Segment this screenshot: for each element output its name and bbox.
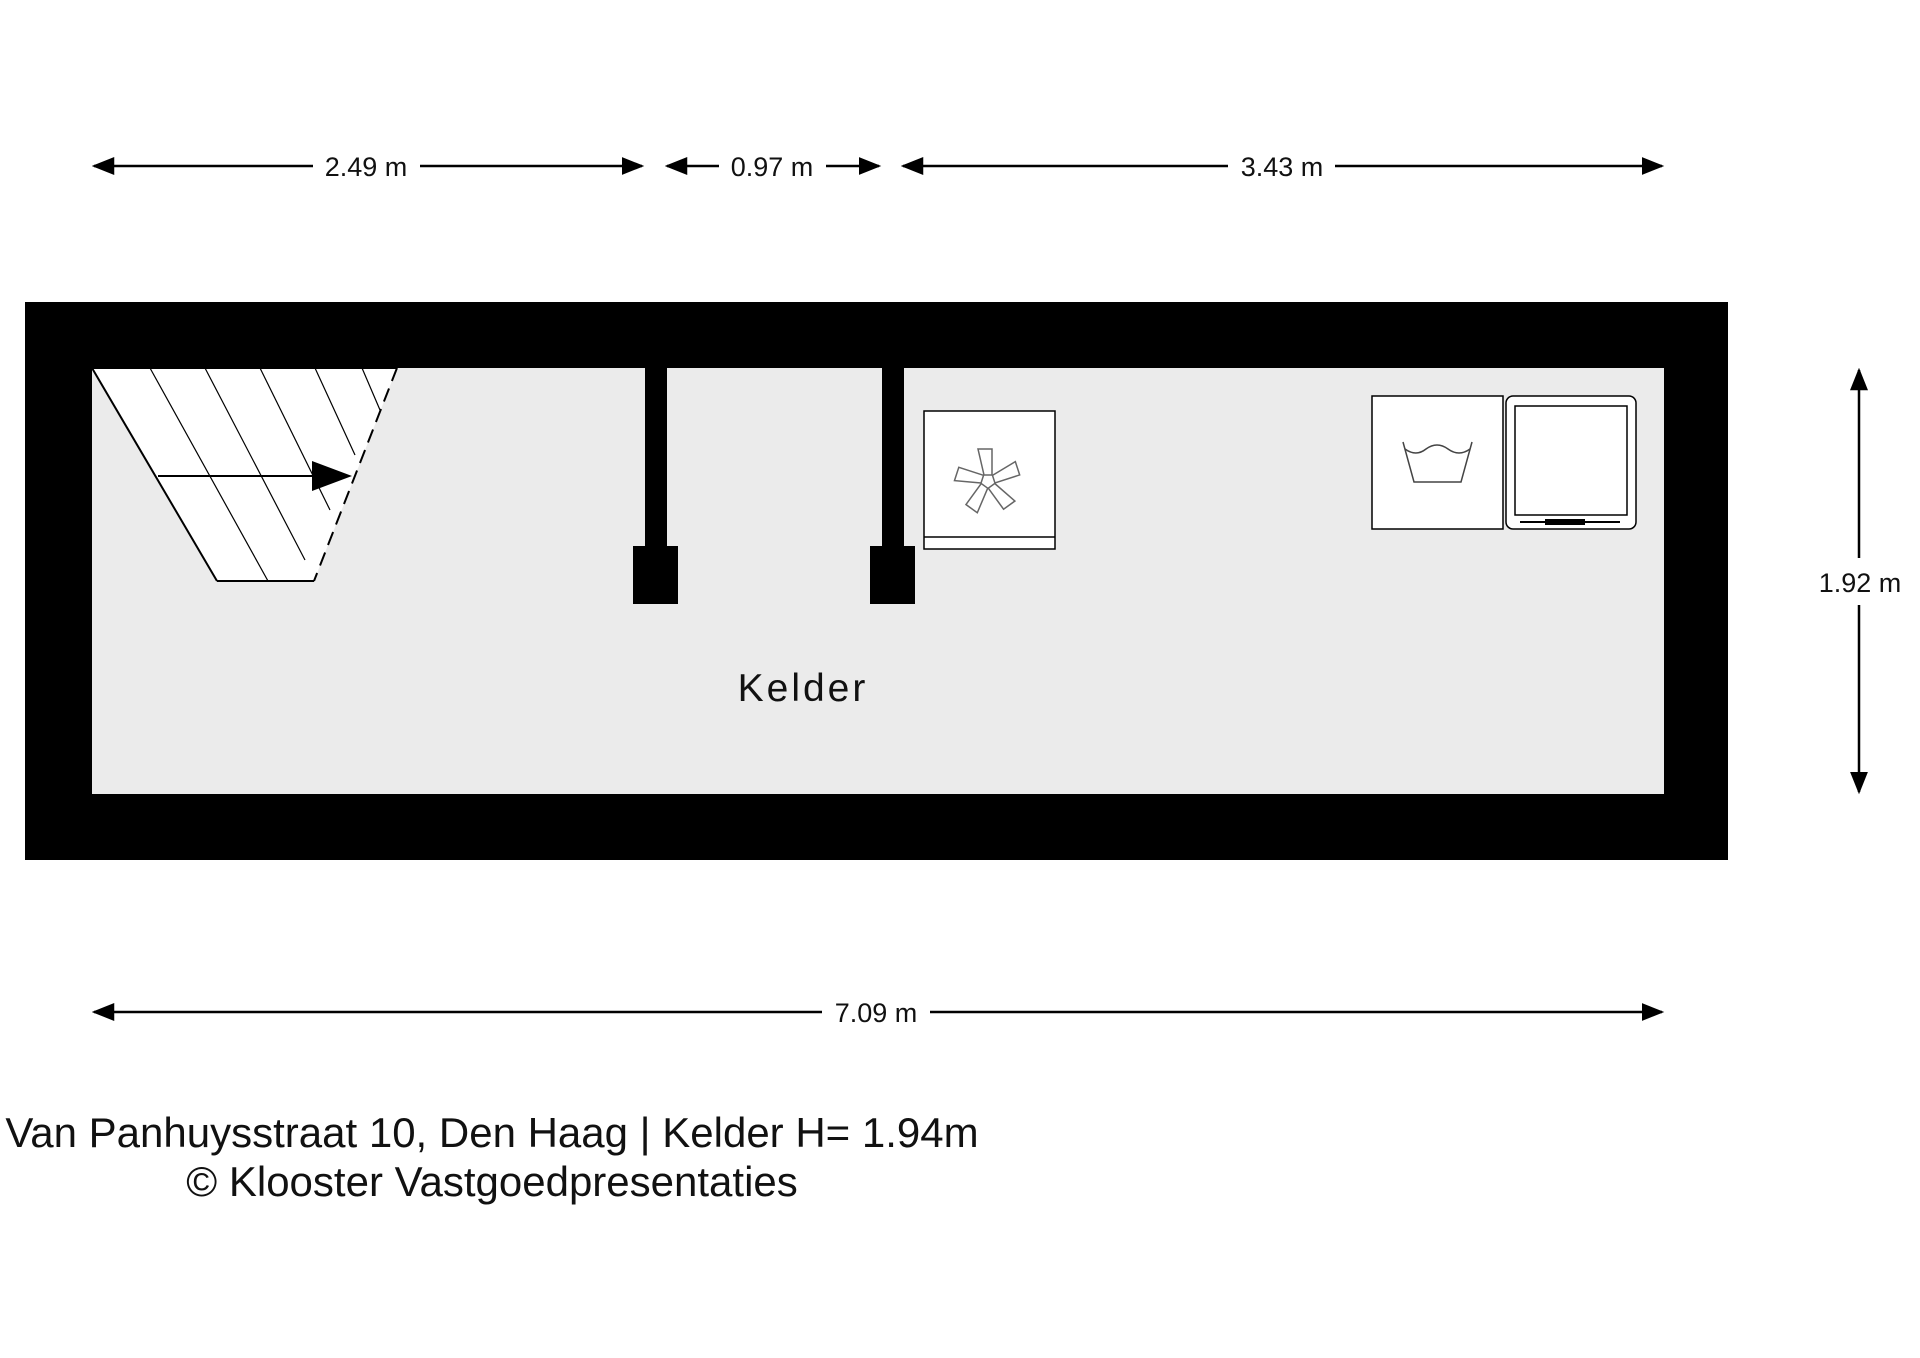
footer-copyright: © Klooster Vastgoedpresentaties [186, 1158, 798, 1205]
dimension-top-right [903, 152, 1662, 182]
washing-machine-icon [1506, 396, 1636, 529]
dimension-top-middle [667, 152, 879, 182]
dimension-label-right-height: 1.92 m [1818, 568, 1902, 598]
footer-address: Van Panhuysstraat 10, Den Haag | Kelder H= 1.94m [5, 1109, 979, 1156]
sink-icon [1372, 396, 1503, 529]
dimension-label-bottom-total: 7.09 m [834, 998, 918, 1028]
dimension-label-top-right: 3.43 m [1240, 152, 1324, 182]
dimension-label-top-middle: 0.97 m [730, 152, 814, 182]
dimension-right-height [1819, 370, 1902, 792]
dimension-bottom-total [94, 998, 1662, 1028]
room-label-kelder: Kelder [737, 667, 869, 710]
dryer-icon [924, 411, 1055, 549]
dimension-label-top-left: 2.49 m [324, 152, 408, 182]
dimension-top-left [94, 152, 642, 182]
